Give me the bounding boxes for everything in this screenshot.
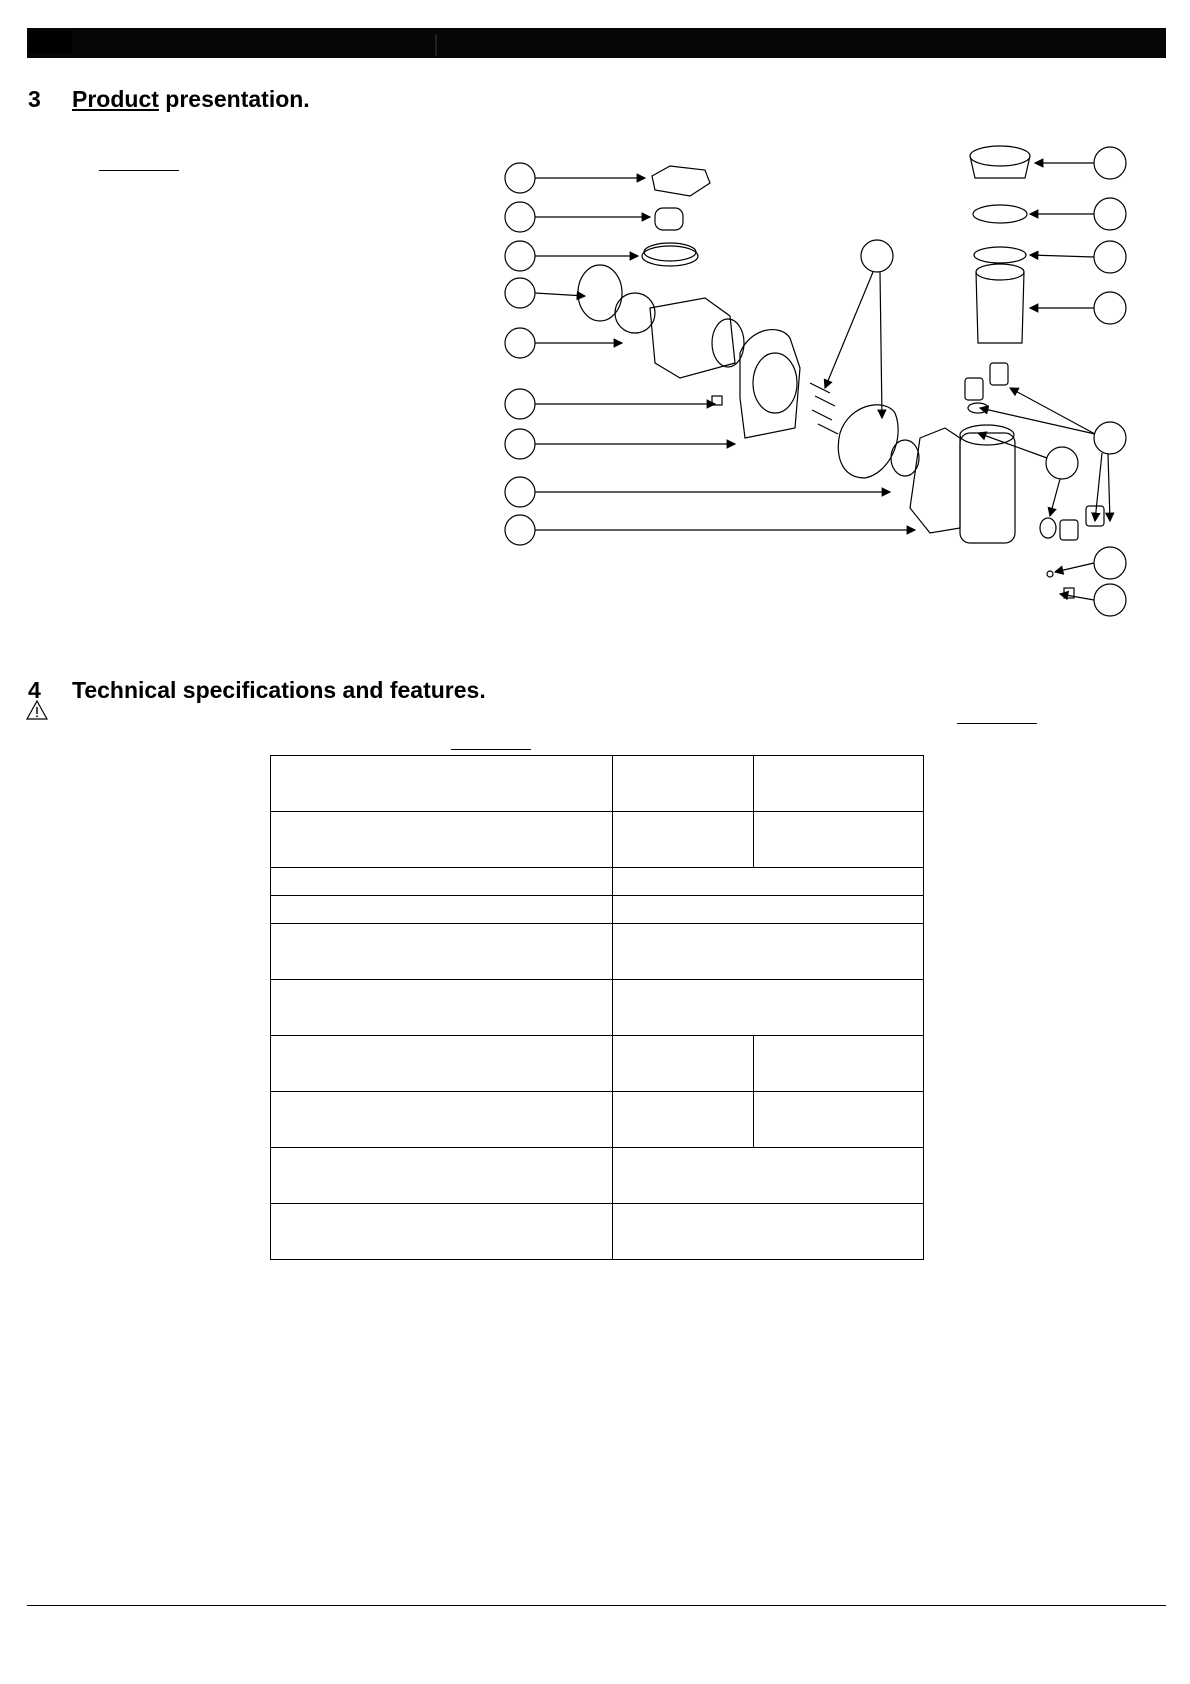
footer-divider [27, 1605, 1166, 1606]
table-cell [271, 756, 613, 812]
table-cell [613, 1148, 924, 1204]
pump-exploded-diagram [490, 138, 1140, 628]
table-cell [754, 1092, 924, 1148]
table-cell [613, 868, 924, 896]
table-cell [613, 812, 754, 868]
page-header-bar [27, 28, 1166, 58]
header-separator [435, 34, 437, 56]
header-tab [29, 31, 72, 53]
section-4-number: 4 [28, 677, 41, 703]
table-cell [613, 1204, 924, 1260]
warning-triangle-icon [26, 700, 48, 720]
section-3-title-rest: presentation. [158, 86, 310, 112]
table-row [271, 1092, 924, 1148]
table-cell [271, 812, 613, 868]
table-row [271, 896, 924, 924]
blank-underline [99, 170, 179, 171]
table-cell [613, 924, 924, 980]
table-cell [613, 756, 754, 812]
section-3-heading [28, 86, 310, 113]
table-cell [754, 1036, 924, 1092]
table-row [271, 1204, 924, 1260]
blank-underline [957, 723, 1037, 724]
table-cell [271, 980, 613, 1036]
section-3-title-underlined: Product [72, 86, 159, 112]
table-cell [754, 812, 924, 868]
table-row [271, 1148, 924, 1204]
table-row [271, 924, 924, 980]
table-row [271, 756, 924, 812]
section-3-number: 3 [28, 86, 41, 112]
table-cell [271, 896, 613, 924]
table-cell [271, 1036, 613, 1092]
table-cell [271, 1204, 613, 1260]
table-cell [613, 1036, 754, 1092]
table-row [271, 1036, 924, 1092]
specifications-table [270, 755, 924, 1260]
table-cell [613, 1092, 754, 1148]
section-4-heading [28, 677, 486, 704]
table-row [271, 812, 924, 868]
table-cell [271, 868, 613, 896]
table-row [271, 980, 924, 1036]
table-cell [271, 924, 613, 980]
blank-underline [451, 749, 531, 750]
table-cell [271, 1148, 613, 1204]
table-cell [613, 980, 924, 1036]
table-cell [754, 756, 924, 812]
section-4-title: Technical specifications and features. [72, 677, 486, 703]
table-cell [613, 896, 924, 924]
table-row [271, 868, 924, 896]
table-cell [271, 1092, 613, 1148]
